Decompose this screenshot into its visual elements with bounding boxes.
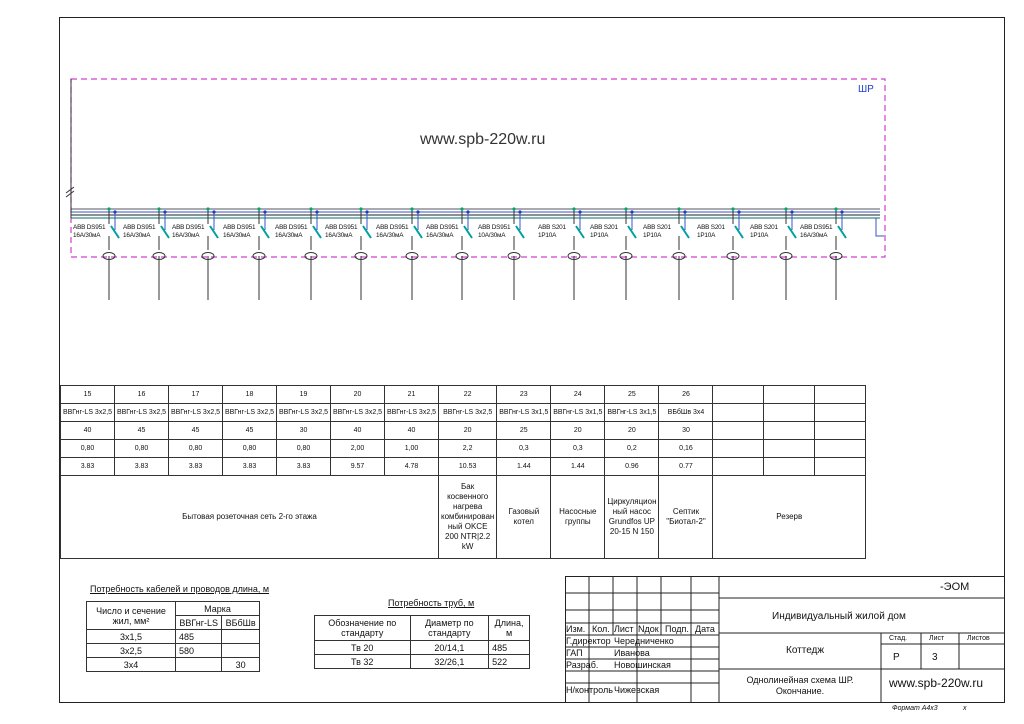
cable-header-b1: ВВГнг-LS	[176, 616, 222, 630]
load-sockets: Бытовая розеточная сеть 2-го этажа	[61, 476, 439, 559]
stamp-name: Чижевская	[614, 685, 660, 695]
table-row: 3x1,5 485	[87, 630, 260, 644]
load-pumps: Насосные группы	[551, 476, 605, 559]
stamp-h-list: Лист	[614, 624, 634, 634]
breaker-label: ABB DS951 16A/30мA	[172, 224, 205, 239]
panel-schematic	[0, 0, 1024, 300]
breaker-label: ABB DS951 16A/30мA	[73, 224, 106, 239]
breaker-label: ABB DS951 10A/30мA	[478, 224, 511, 239]
stamp-h-sheets: Листов	[967, 635, 990, 642]
stamp-object: Коттедж	[786, 645, 825, 656]
stamp-role: Разраб.	[566, 660, 599, 670]
stamp-project: Индивидуальный жилой дом	[772, 611, 906, 622]
stamp-h-izm: Изм.	[566, 624, 586, 634]
bus-break-mark	[66, 187, 74, 197]
pipe-header-2: Диаметр по стандарту	[410, 616, 489, 641]
stamp-code: -ЭОМ	[940, 581, 970, 593]
table-row: 3.83 3.83 3.83 3.83 3.83 9.57 4.78 10.53 1.44 1.44 0.96 0.77	[61, 458, 866, 476]
stamp-h-kol: Кол.	[592, 624, 610, 634]
breaker-label: ABB DS951 16A/30мA	[275, 224, 308, 239]
breaker-symbol	[406, 207, 422, 300]
load-septic: Септик "Биотал-2"	[659, 476, 713, 559]
breaker-label: ABB DS951 16A/30мA	[123, 224, 156, 239]
table-row: 15 16 17 18 19 20 21 22 23 24 25 26	[61, 386, 866, 404]
stamp-site: www.spb-220w.ru	[889, 676, 984, 690]
breaker-label: ABB S201 1P10A	[697, 224, 725, 239]
cable-header-brand: Марка	[176, 602, 260, 616]
stamp-h-stad: Стад.	[889, 635, 908, 642]
table-row: 0,80 0,80 0,80 0,80 0,80 2,00 1,00 2,2 0,3 0,3 0,2 0,16	[61, 440, 866, 458]
pipe-header-1: Обозначение по стандарту	[315, 616, 411, 641]
stamp-name: Иванова	[614, 648, 650, 658]
table-row: 3x2,5 580	[87, 644, 260, 658]
breaker-label: ABB S201 1P10A	[750, 224, 778, 239]
circuits-table	[60, 385, 866, 559]
breaker-label: ABB DS951 16A/30мA	[376, 224, 409, 239]
table-row: 40 45 45 45 30 40 40 20 25 20 20 30	[61, 422, 866, 440]
watermark-text: www.spb-220w.ru	[420, 131, 546, 148]
stamp-role: Г.директор	[566, 636, 611, 646]
pipe-header-3: Длина, м	[489, 616, 530, 641]
load-gas: Газовый котел	[497, 476, 551, 559]
table-row	[61, 476, 866, 559]
breaker-symbol	[673, 207, 689, 300]
breaker-label: ABB S201 1P10A	[590, 224, 618, 239]
load-boiler: Бак косвенного нагрева комбинирован ный OKCE 200 NTR|2.2 kW	[439, 476, 497, 559]
stamp-format: Формат А4x3	[892, 705, 938, 712]
breaker-label: ABB DS951 16A/30мA	[325, 224, 358, 239]
panel-label: ШР	[858, 84, 874, 95]
breaker-symbol	[456, 207, 472, 300]
cable-header-section: Число и сечение жил, мм²	[87, 602, 176, 630]
breaker-symbol	[253, 207, 269, 300]
pipe-table-title: Потребность труб, м	[388, 598, 475, 608]
bus-end	[876, 218, 884, 236]
breaker-symbol	[305, 207, 321, 300]
breaker-symbol	[355, 207, 371, 300]
breaker-symbol	[153, 207, 169, 300]
breaker-symbol	[508, 207, 524, 300]
breaker-label: ABB DS951 16A/30мA	[800, 224, 833, 239]
breaker-symbol	[202, 207, 218, 300]
stamp-h-data: Дата	[695, 624, 715, 634]
breaker-symbol	[103, 207, 119, 300]
stamp-sheet: 3	[932, 652, 938, 663]
stamp-x: x	[963, 705, 967, 712]
breaker-symbol	[780, 207, 796, 300]
breaker-symbol	[568, 207, 584, 300]
breaker-label: ABB S201 1P10A	[643, 224, 671, 239]
table-row: 3x4 30	[87, 658, 260, 672]
stamp-h-sheet: Лист	[929, 635, 945, 642]
breaker-symbol	[830, 207, 846, 300]
stamp-name: Новошинская	[614, 660, 671, 670]
cable-table-title: Потребность кабелей и проводов длина, м	[90, 584, 270, 594]
stamp-name: Чередниченко	[614, 636, 674, 646]
load-circ_pump: Циркуляцион ный насос Grundfos UP 20-15 N 150	[605, 476, 659, 559]
cable-header-b2: ВБбШв	[222, 616, 260, 630]
table-row: Тв 32 32/26,1 522	[315, 655, 530, 669]
stamp-h-ndok: Nдок	[638, 624, 659, 634]
breaker-label: ABB DS951 16A/30мA	[223, 224, 256, 239]
stamp-role: Н/контроль	[566, 685, 613, 695]
table-row: ВВГнг-LS 3x2,5 ВВГнг-LS 3x2,5 ВВГнг-LS 3x2,5 ВВГнг-LS 3x2,5 ВВГнг-LS 3x2,5 ВВГнг-LS 3x2,5 ВВГнг-LS 3x2,5 ВВГнг-LS 3x2,5 ВВГнг-LS 3x1,5 ВВГнг-LS 3x1,5 ВВГнг-LS 3x1,5 ВБбШв 3x4	[61, 404, 866, 422]
stamp-sheet-title: Однолинейная схема ШР. Окончание.	[746, 675, 854, 696]
stamp-h-podp: Подп.	[665, 624, 689, 634]
breaker-label: ABB DS951 16A/30мA	[426, 224, 459, 239]
breaker-symbol	[620, 207, 636, 300]
breaker-symbol	[727, 207, 743, 300]
breaker-label: ABB S201 1P10A	[538, 224, 566, 239]
cable-table	[86, 601, 260, 672]
stamp-stad: Р	[893, 652, 900, 663]
table-row: Тв 20 20/14,1 485	[315, 641, 530, 655]
stamp-role: ГАП	[566, 648, 583, 658]
load-reserve: Резерв	[713, 476, 866, 559]
pipe-table	[314, 615, 530, 669]
